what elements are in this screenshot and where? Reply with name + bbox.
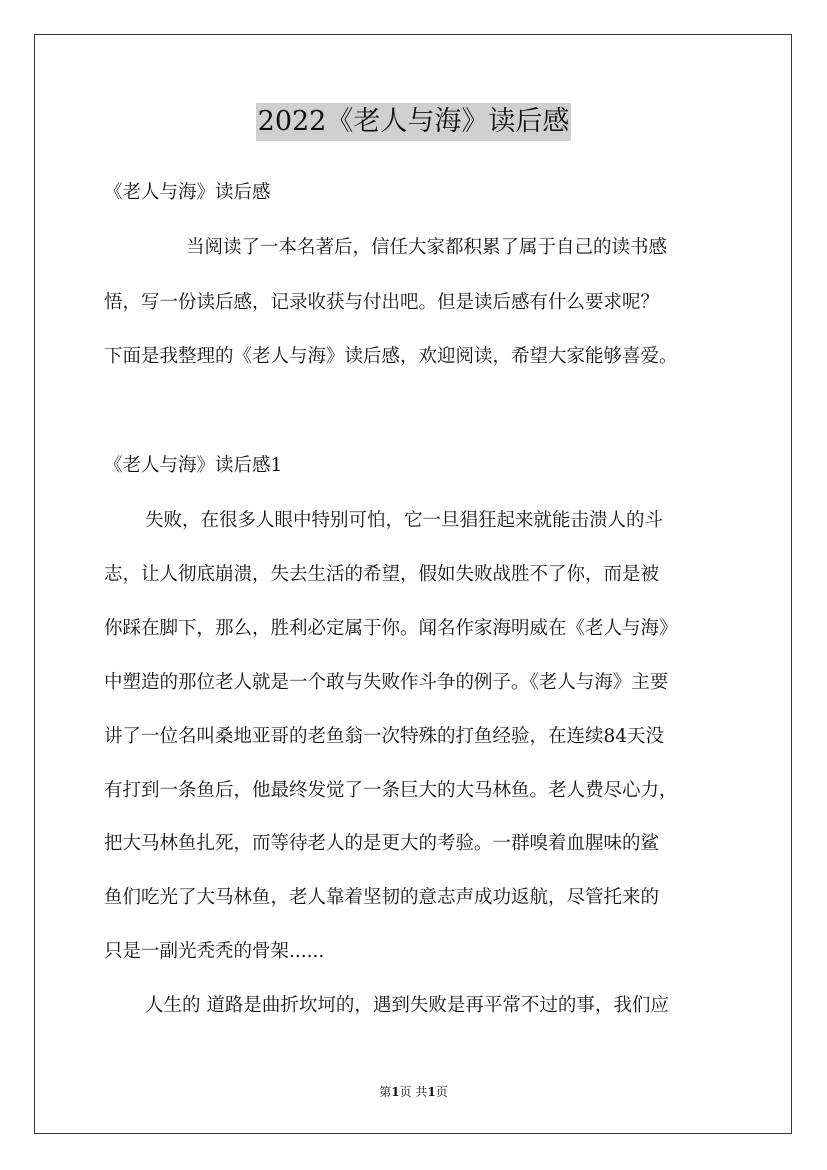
paragraph-line: 讲了一位名叫桑地亚哥的老鱼翁一次特殊的打鱼经验，在连续84天没 [104,726,665,747]
paragraph-line: 悟，写一份读后感，记录收获与付出吧。但是读后感有什么要求呢？ [104,292,660,313]
paragraph-line: 下面是我整理的《老人与海》读后感，欢迎阅读，希望大家能够喜爱。 [104,346,678,367]
paragraph-line: 你踩在脚下，那么，胜利必定属于你。闻名作家海明威在《老人与海》 [104,618,678,639]
footer-text: 页 [435,1085,448,1099]
section-heading: 《老人与海》读后感1 [104,455,283,476]
paragraph-line: 当阅读了一本名著后，信任大家都积累了属于自己的读书感 [186,237,668,258]
footer-total-pages: 1 [427,1085,436,1099]
footer-page-number: 1 [391,1085,400,1099]
paragraph-line: 中塑造的那位老人就是一个敢与失败作斗争的例子。《老人与海》主要 [104,672,669,693]
footer-text: 页 共 [399,1085,428,1099]
paragraph-line: 鱼们吃光了大马林鱼，老人靠着坚韧的意志声成功返航，尽管托来的 [104,887,660,908]
title-container [0,103,827,141]
paragraph-line: 失败，在很多人眼中特别可怕，它一旦猖狂起来就能击溃人的斗 [145,510,664,531]
paragraph-line: 把大马林鱼扎死，而等待老人的是更大的考验。一群嗅着血腥味的鲨 [104,833,660,854]
footer-text: 第 [379,1085,392,1099]
page-footer [0,1083,827,1100]
paragraph-line: 只是一副光秃秃的骨架...... [104,941,325,962]
paragraph-line: 有打到一条鱼后，他最终发觉了一条巨大的大马林鱼。老人费尽心力， [104,780,678,801]
paragraph-line: 志，让人彻底崩溃，失去生活的希望，假如失败战胜不了你，而是被 [104,564,660,585]
document-title: 2022《老人与海》读后感 [256,103,572,141]
paragraph-line: 人生的 道路是曲折坎坷的，遇到失败是再平常不过的事，我们应 [145,995,669,1016]
subtitle: 《老人与海》读后感 [104,182,271,203]
